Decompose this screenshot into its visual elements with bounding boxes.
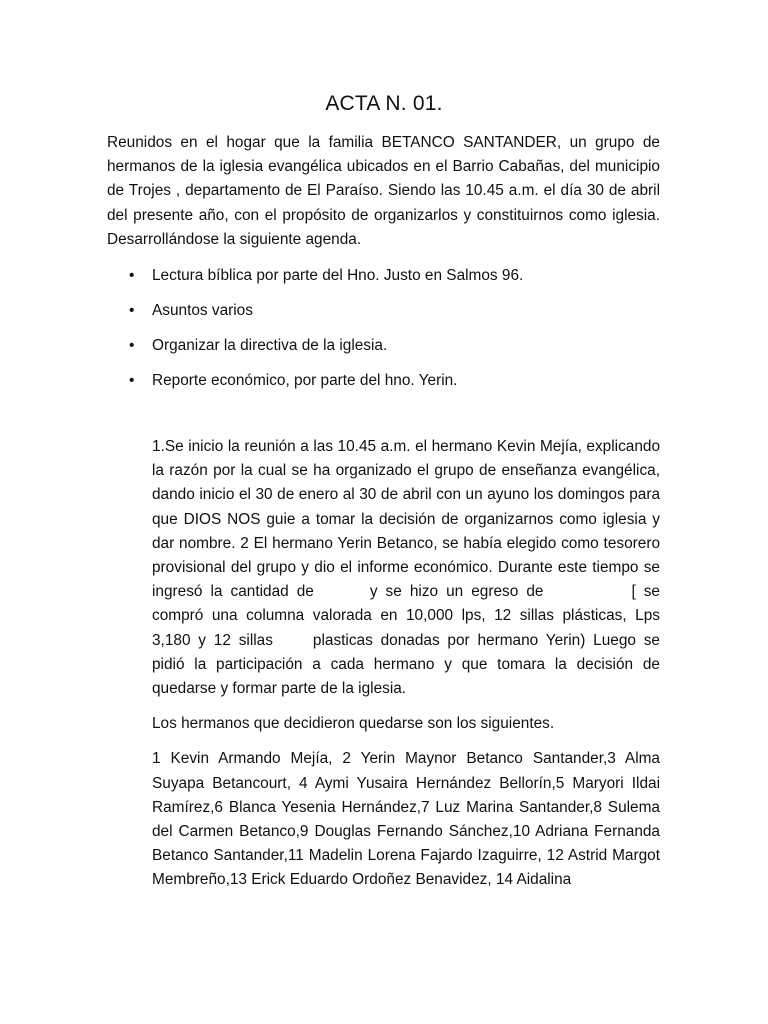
- paragraph-1-part-3: [ se compró una columna valorada en 10,000 lps, 12 sillas plásticas, Lps 3,180 y 12 sillas: [152, 583, 660, 649]
- bullet-icon: •: [129, 337, 135, 354]
- paragraph-1-part-1: 1.Se inicio la reunión a las 10.45 a.m. el hermano Kevin Mejía, explicando la razón por la cual se ha organizado el grupo de enseñanza evangélica, dando inicio el 30 de enero al 30 de abril con un ayuno los domingos para que DIOS NOS guie a tomar la decisión de organizarnos como iglesia y dar nombre. 2 El hermano Yerin Betanco, se había elegido como tesorero provisional del grupo y dio el informe económico. Durante este tiempo se ingresó la cantidad de: [152, 438, 660, 601]
- bullet-icon: •: [129, 267, 135, 284]
- bullet-icon: •: [129, 302, 135, 319]
- agenda-item: [107, 369, 667, 404]
- minutes-paragraph-1: [152, 435, 660, 701]
- bullet-icon: •: [129, 372, 135, 389]
- minutes-paragraph-2: Los hermanos que decidieron quedarse son los siguientes.: [152, 715, 555, 733]
- agenda-item-text: Organizar la directiva de la iglesia.: [152, 337, 388, 354]
- agenda-list: [107, 264, 667, 404]
- document-title: ACTA N. 01.: [325, 92, 443, 115]
- agenda-item: [107, 334, 667, 369]
- members-list-paragraph: 1 Kevin Armando Mejía, 2 Yerin Maynor Betanco Santander,3 Alma Suyapa Betancourt, 4 Aymi Yusaira Hernández Bellorín,5 Maryori Ildai Ramírez,6 Blanca Yesenia Hernández,7 Luz Marina Santander,8 Sulema del Carmen Betanco,9 Douglas Fernando Sánchez,10 Adriana Fernanda Betanco Santander,11 Madelin Lorena Fajardo Izaguirre, 12 Astrid Margot Membreño,13 Erick Eduardo Ordoñez Benavidez, 14 Aidalina: [152, 750, 660, 889]
- paragraph-1-part-2: y se hizo un egreso de: [369, 583, 544, 601]
- paragraph-1-part-4: plasticas donadas por hermano Yerin) Luego se pidió la participación a cada hermano y que tomara la decisión de quedarse y formar parte de la iglesia.: [152, 631, 660, 698]
- agenda-item: [107, 299, 667, 334]
- agenda-item-text: Lectura bíblica por parte del Hno. Justo en Salmos 96.: [152, 267, 524, 284]
- agenda-item-text: Reporte económico, por parte del hno. Yerin.: [152, 372, 458, 389]
- agenda-item: [107, 264, 667, 299]
- intro-paragraph: Reunidos en el hogar que la familia BETANCO SANTANDER, un grupo de hermanos de la iglesia evangélica ubicados en el Barrio Cabañas, del municipio de Trojes , departamento de El Paraíso. Siendo las 10.45 a.m. el día 30 de abril del presente año, con el propósito de organizarlos y constituirnos como iglesia. Desarrollándose la siguiente agenda.: [107, 134, 660, 248]
- minutes-body: [152, 435, 660, 904]
- agenda-item-text: Asuntos varios: [152, 302, 253, 319]
